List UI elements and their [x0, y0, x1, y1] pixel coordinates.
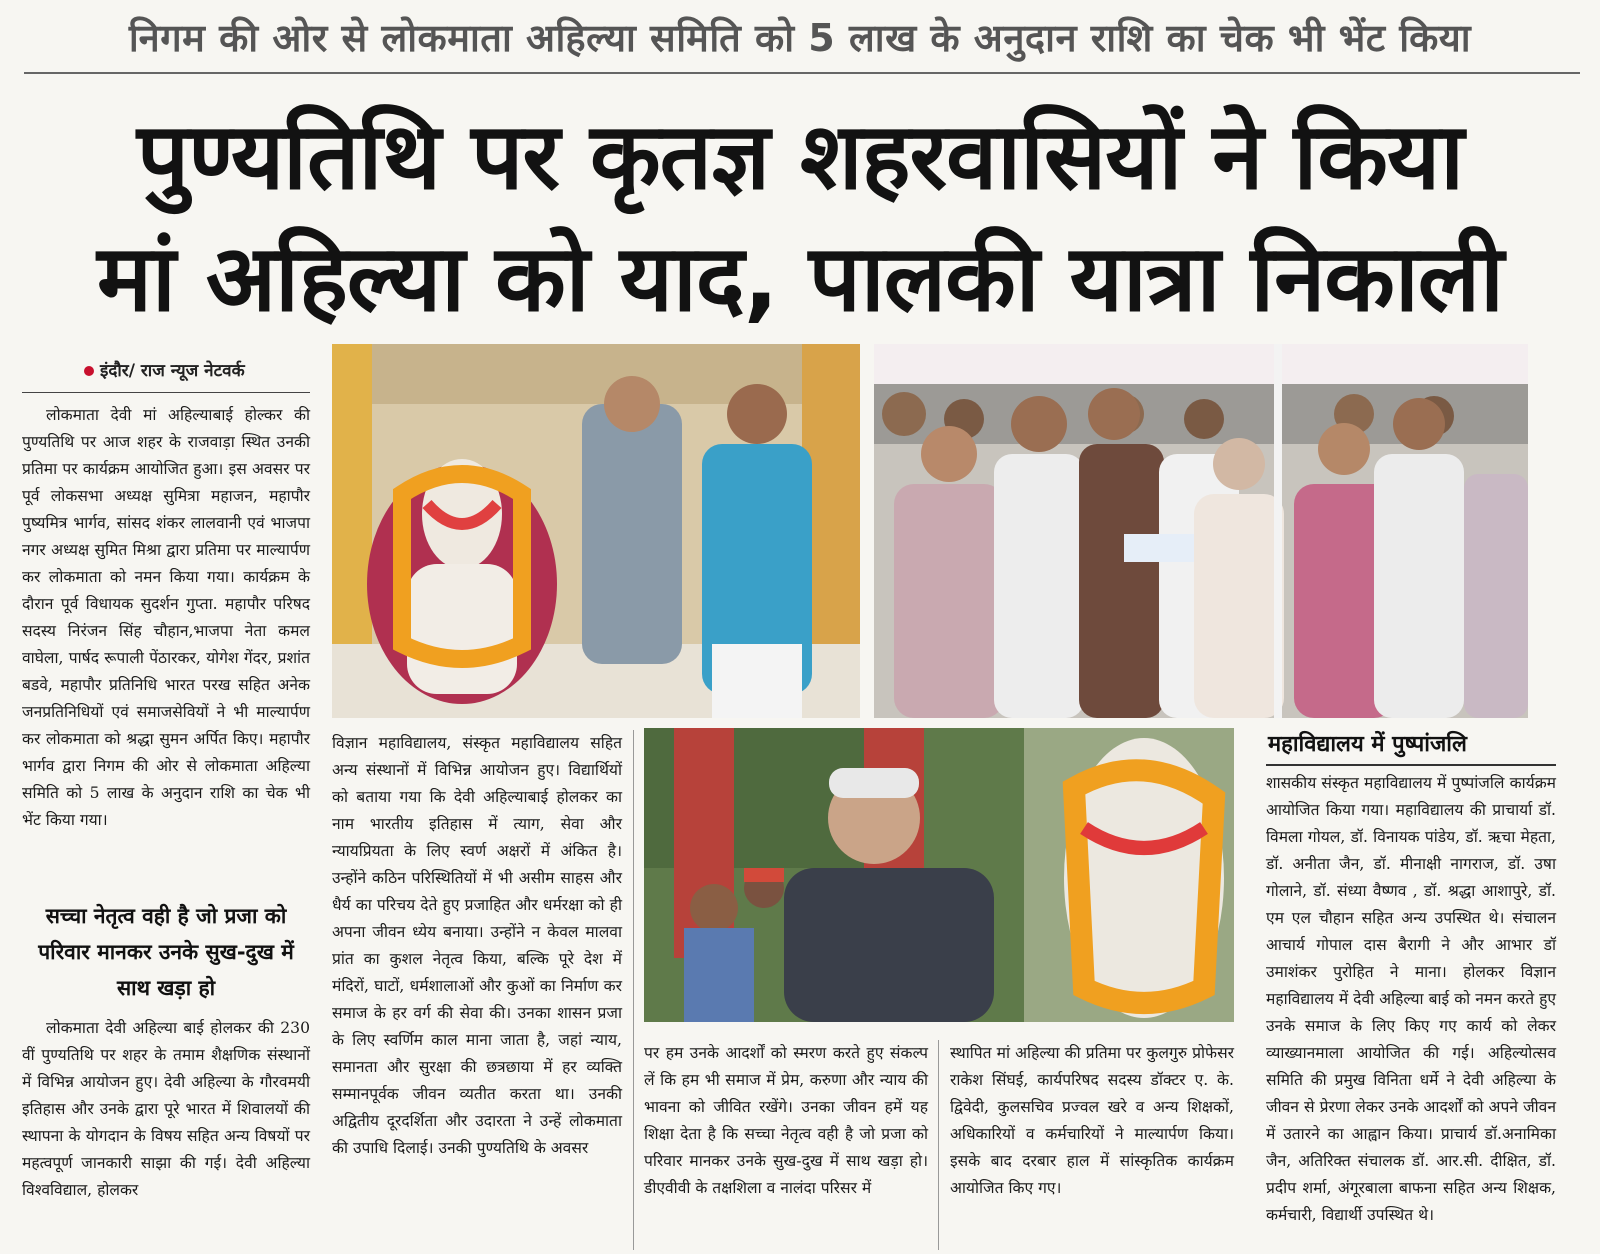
- column-4: [950, 1040, 1234, 1202]
- photo-university-garlanding: [644, 728, 1234, 1022]
- photo-cheque-presentation: [874, 344, 1528, 718]
- headline-line-1: पुण्यतिथि पर कृतज्ञ शहरवासियों ने किया: [136, 103, 1464, 210]
- photo-statue-illustration: [332, 344, 860, 718]
- column-2: [332, 730, 622, 1162]
- photo-group-illustration: [874, 344, 1528, 718]
- column-divider: [633, 730, 634, 1250]
- paragraph: विज्ञान महाविद्यालय, संस्कृत महाविद्यालय सहित अन्य संस्थानों में विभिन्न आयोजन हुए। विद्यार्थियों को बताया गया कि देवी अहिल्याबाई होलकर का नाम भारतीय इतिहास में त्याग, सेवा और न्यायप्रियता के लिए स्वर्ण अक्षरों में अंकित है। उन्होंने कठिन परिस्थितियों में भी असीम साहस और धैर्य का परिचय देते हुए प्रजाहित और धर्मरक्षा को ही अपना जीवन ध्येय बनाया। उन्होंने न केवल मालवा प्रांत का कुशल नेतृत्व किया, बल्कि पूरे देश में मंदिरों, घाटों, धर्मशालाओं और कुओं का निर्माण कर समाज के हर वर्ग की सेवा की। उनका शासन प्रजा के लिए स्वर्णिम काल माना जाता है, जहां न्याय, समानता और सुरक्षा की छत्रछाया में हर व्यक्ति सम्मानपूर्वक जीवन व्यतीत करता था। उनकी अद्वितीय दूरदर्शिता और उदारता ने उन्हें लोकमाता की उपाधि दिलाई। उनकी पुण्यतिथि के अवसर: [332, 734, 622, 1157]
- paragraph: पर हम उनके आदर्शों को स्मरण करते हुए संकल्प लें कि हम भी समाज में प्रेम, करुणा और न्याय की भावना को जीवित रखेंगे। उनका जीवन हमें यह शिक्षा देता है कि सच्चा नेतृत्व वही है जो प्रजा को परिवार मानकर उनके सुख-दुख में साथ खड़ा हो। डीएवीवी के तक्षशिला व नालंदा परिसर में: [644, 1044, 928, 1197]
- side-heading-rule: [1266, 764, 1556, 766]
- side-column: [1266, 770, 1556, 1229]
- headline-line-2: मां अहिल्या को याद, पालकी यात्रा निकाली: [96, 225, 1503, 332]
- kicker-headline: निगम की ओर से लोकमाता अहिल्या समिति को 5 लाख के अनुदान राशि का चेक भी भेंट किया: [128, 16, 1472, 60]
- subheading: सच्चा नेतृत्व वही है जो प्रजा को परिवार मानकर उनके सुख-दुख में साथ खड़ा हो: [38, 904, 294, 1000]
- byline: [84, 358, 245, 381]
- kicker-rule: [24, 72, 1580, 74]
- byline-rule: [22, 392, 310, 393]
- paragraph: लोकमाता देवी अहिल्या बाई होलकर की 230 वीं पुण्यतिथि पर शहर के तमाम शैक्षणिक संस्थानों में विभिन्न आयोजन हुए। देवी अहिल्या के गौरवमयी इतिहास और उनके द्वारा पूरे भारत में शिवालयों की स्थापना के योगदान के विषय सहित अन्य विषयों पर महत्वपूर्ण जानकारी साझा की गई। देवी अहिल्या विश्वविद्याल, होलकर: [22, 1019, 310, 1199]
- photo-statue-garlanding: [332, 344, 860, 718]
- column-1-continued: [22, 1015, 310, 1204]
- paragraph: शासकीय संस्कृत महाविद्यालय में पुष्पांजलि कार्यक्रम आयोजित किया गया। महाविद्यालय की प्राचार्या डॉ. विमला गोयल, डॉ. विनायक पांडेय, डॉ. ऋचा मेहता, डॉ. अनीता जैन, डॉ. मीनाक्षी नागराज, डॉ. उषा गोलाने, डॉ. संध्या वैष्णव , डॉ. श्रद्धा आशापुरे, डॉ. एम एल चौहान सहित अन्य उपस्थित थे। संचालन आचार्य गोपाल दास बैरागी ने और आभार डॉ उमाशंकर पुरोहित ने माना। होलकर विज्ञान महाविद्यालय में देवी अहिल्या बाई को नमन करते हुए उनके समाज के लिए किए गए कार्य को लेकर व्याख्यानमाला आयोजित की गई। अहिल्योत्सव समिति की प्रमुख विनिता धर्मे ने देवी अहिल्या के जीवन से प्रेरणा लेकर उनके आदर्शों को अपने जीवन में उतारने का आह्वान किया। प्राचार्य डॉ.अनामिका जैन, अतिरिक्त संचालक डॉ. आर.सी. दीक्षित, डॉ. प्रदीप शर्मा, अंगूरबाला बाफना सहित अन्य शिक्षक, कर्मचारी, विद्यार्थी उपस्थित थे।: [1266, 774, 1556, 1224]
- bullet-icon: [84, 366, 94, 376]
- side-heading: महाविद्यालय में पुष्पांजलि: [1268, 732, 1467, 757]
- paragraph: स्थापित मां अहिल्या की प्रतिमा पर कुलगुरु प्रोफेसर राकेश सिंघई, कार्यपरिषद सदस्य डॉक्टर ए. के. द्विवेदी, कुलसचिव प्रज्वल खरे व अन्य शिक्षकों, अधिकारियों व कर्मचारियों ने माल्यार्पण किया। इसके बाद दरबार हाल में सांस्कृतिक कार्यक्रम आयोजित किए गए।: [950, 1044, 1234, 1197]
- column-1-intro: [22, 402, 310, 834]
- paragraph: लोकमाता देवी मां अहिल्याबाई होल्कर की पुण्यतिथि पर आज शहर के राजवाड़ा स्थित उनकी प्रतिमा पर कार्यक्रम आयोजित हुआ। इस अवसर पर पूर्व लोकसभा अध्यक्ष सुमित्रा महाजन, महापौर पुष्यमित्र भार्गव, सांसद शंकर लालवानी एवं भाजपा नगर अध्यक्ष सुमित मिश्रा द्वारा प्रतिमा पर माल्यार्पण कर लोकमाता को नमन किया गया। कार्यक्रम के दौरान पूर्व विधायक सुदर्शन गुप्ता. महापौर परिषद सदस्य निरंजन सिंह चौहान,भाजपा नेता कमल वाघेला, पार्षद रूपाली पेंठारकर, योगेश गेंदर, प्रशांत बडवे, महापौर प्रतिनिधि भारत परख सहित अनेक जनप्रतिनिधियों एवं समाजसेवियों ने भी माल्यार्पण कर लोकमाता को श्रद्धा सुमन अर्पित किए। महापौर भार्गव द्वारा निगम की ओर से लोकमाता अहिल्या समिति को 5 लाख के अनुदान राशि का चेक भी भेंट किया गया।: [22, 406, 310, 829]
- column-divider: [938, 1040, 939, 1250]
- column-3: [644, 1040, 928, 1202]
- photo-professor-illustration: [644, 728, 1234, 1022]
- byline-text: इंदौर/ राज न्यूज नेटवर्क: [100, 361, 245, 381]
- main-headline: [20, 96, 1580, 340]
